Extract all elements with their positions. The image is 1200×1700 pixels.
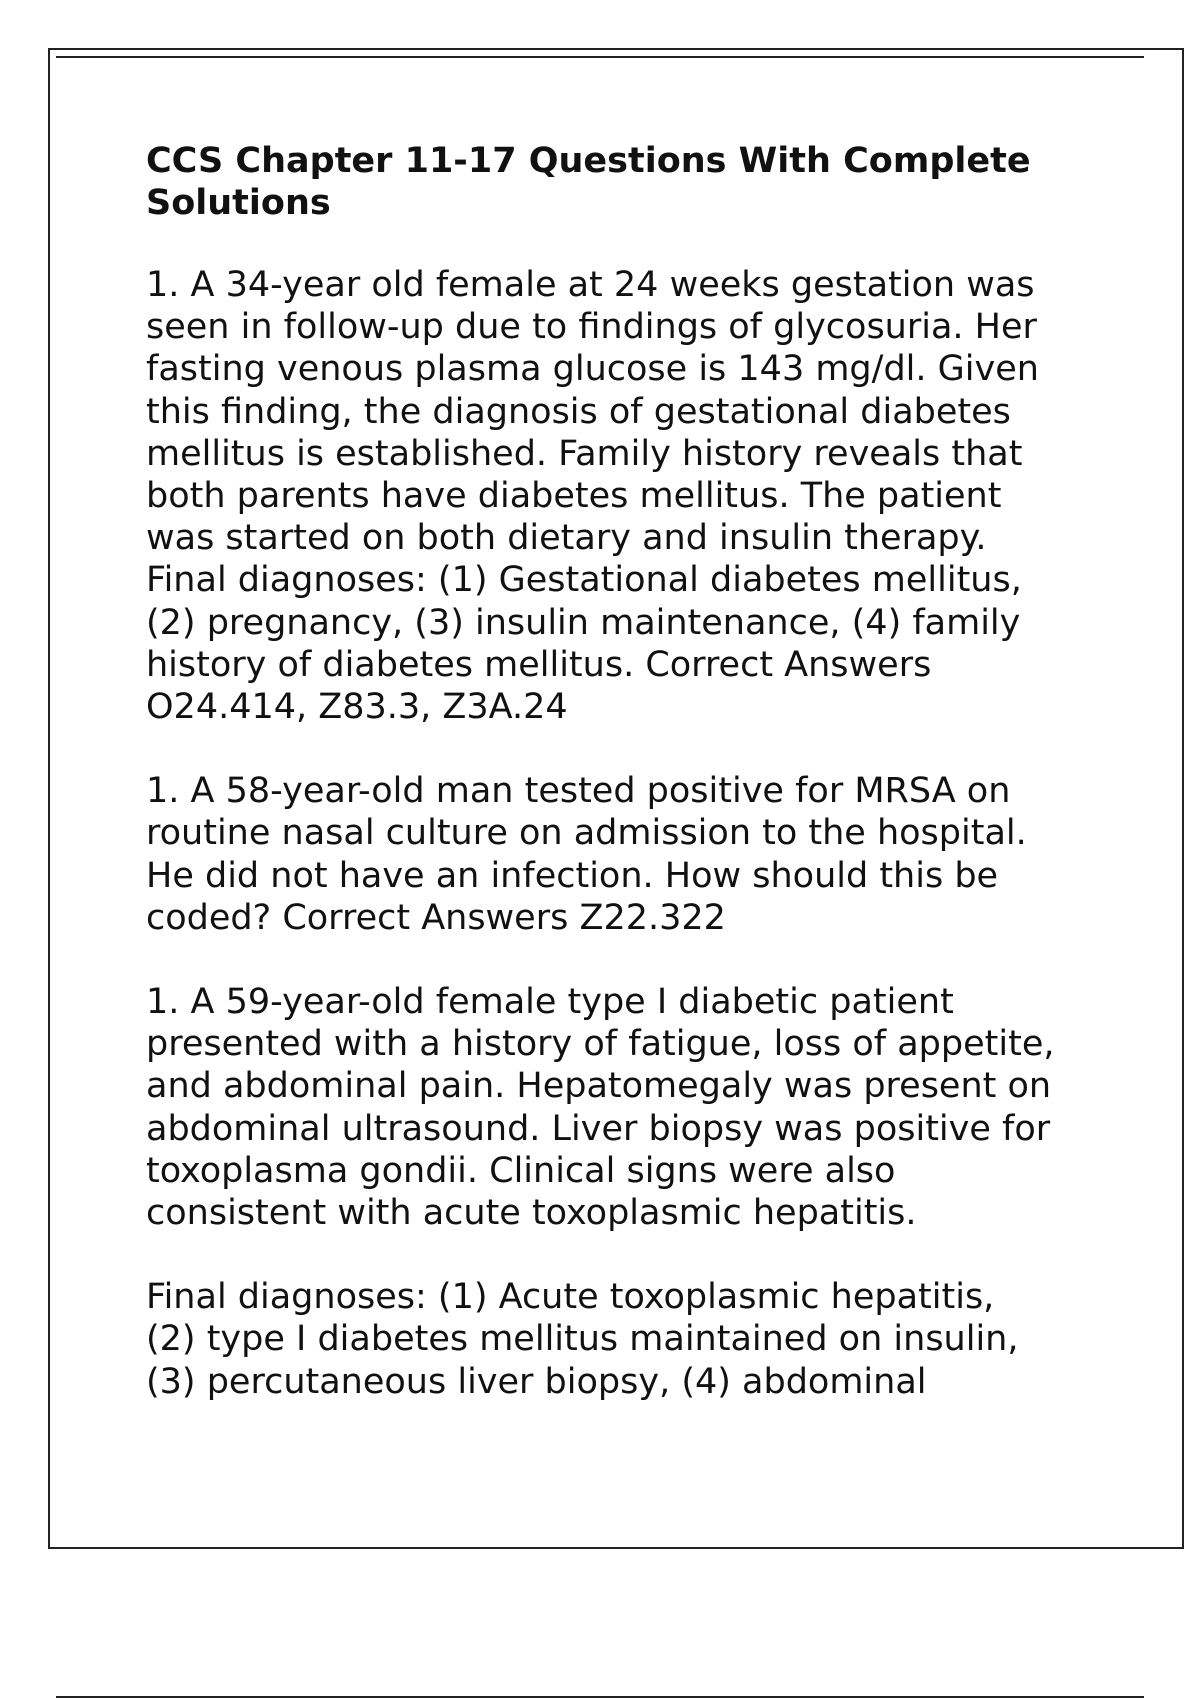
document-body — [146, 140, 1106, 1445]
document-title: CCS Chapter 11-17 Questions With Complete Solutions — [146, 141, 1031, 223]
question-paragraph-1: 1. A 34-year old female at 24 weeks gestation was seen in follow-up due to findings of glycosuria. Her fasting venous plasma glucose is 143 mg/dl. Given this finding, the diagnosis of gestational diabetes mellitus is established. Family history reveals that both parents have diabetes mellitus. The patient was started on both dietary and insulin therapy. Final diagnoses: (1) Gestational diabetes mellitus, (2) pregnancy, (3) insulin maintenance, (4) family history of diabetes mellitus. Correct Answers O24.414, Z83.3, Z3A.24 — [146, 265, 1039, 728]
question-paragraph-3: 1. A 59-year-old female type I diabetic patient presented with a history of fatigue, loss of appetite, and abdominal pain. Hepatomegaly was present on abdominal ultrasound. Liver biopsy was positive for toxoplasma gondii. Clinical signs were also consistent with acute toxoplasmic hepatitis. — [146, 982, 1055, 1234]
question-paragraph-2: 1. A 58-year-old man tested positive for MRSA on routine nasal culture on admission to the hospital. He did not have an infection. How should this be coded? Correct Answers Z22.322 — [146, 771, 1027, 938]
final-diagnoses-paragraph: Final diagnoses: (1) Acute toxoplasmic hepatitis, (2) type I diabetes mellitus maintained on insulin, (3) percutaneous liver biopsy, (4) abdominal — [146, 1277, 1019, 1402]
bottom-divider — [56, 1696, 1144, 1698]
top-divider — [56, 56, 1144, 58]
